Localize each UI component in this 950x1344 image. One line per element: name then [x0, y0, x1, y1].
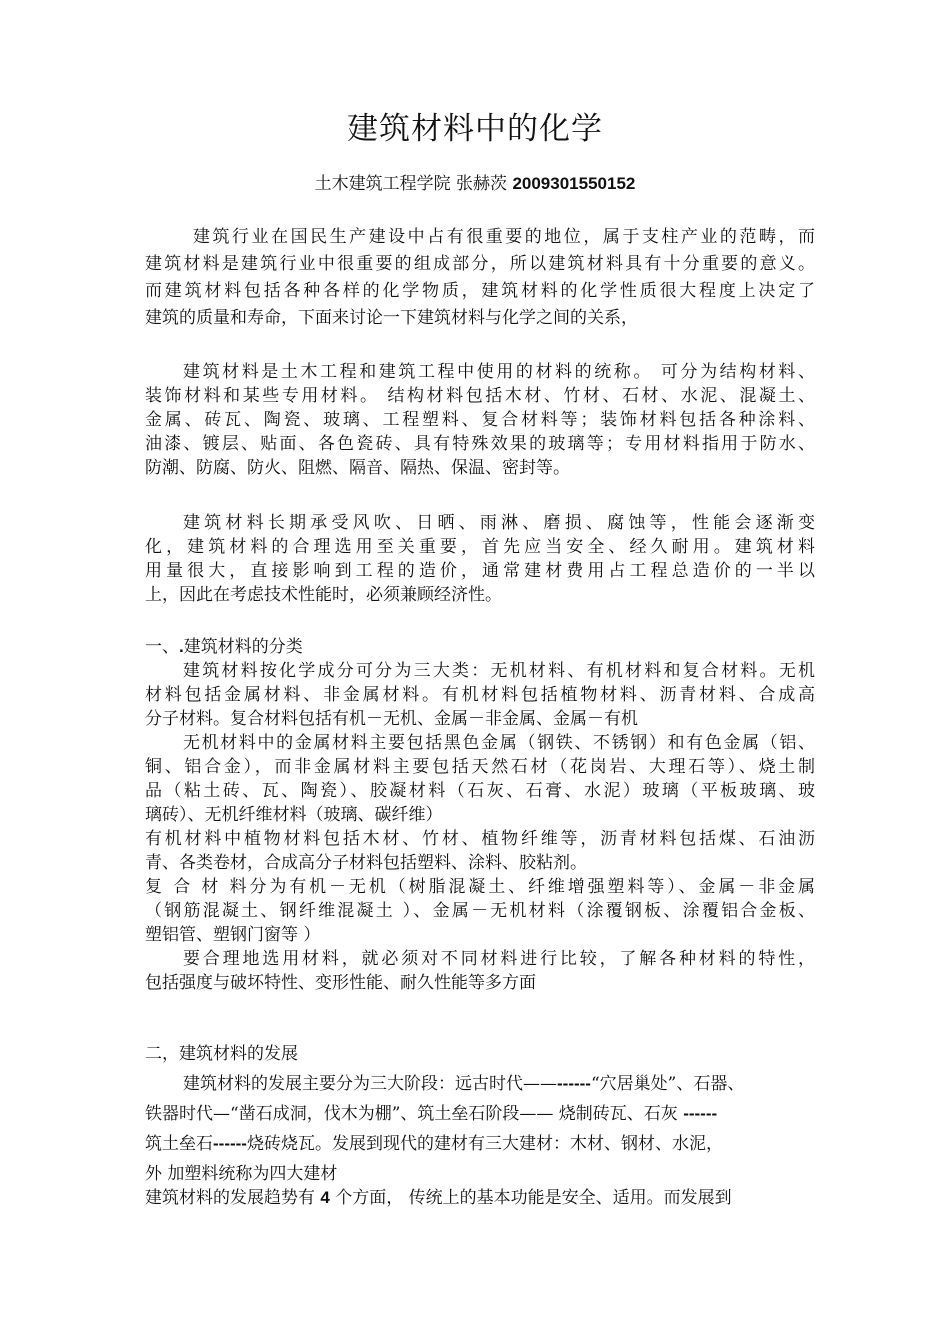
text-line: 上，因此在考虑技术性能时，必须兼顾经济性。 [145, 585, 502, 605]
text-line: 金属、砖瓦、陶瓷、玻璃、工程塑料、复合材料等；装饰材料包括各种涂料、 [145, 410, 815, 430]
dash-run: ------ [683, 1104, 718, 1123]
text-line: 复 合 材 料分为有机－无机（树脂混凝土、纤维增强塑料等）、金属－非金属 [145, 877, 815, 897]
text-run: 铁器时代—“凿石成洞，伐木为棚”、筑土垒石阶段—— 烧制砖瓦、石灰 [145, 1104, 684, 1124]
text-line: （钢筋混凝土、钢纤维混凝土 ）、金属－无机材料（涂覆钢板、涂覆铝合金板、 [145, 901, 815, 921]
text-line: 外 加塑料统称为四大建材 [145, 1164, 338, 1184]
heading-number: 一、 [145, 637, 179, 657]
text-line: 防潮、防腐、防火、阻燃、隔音、隔热、保温、密封等。 [145, 458, 570, 478]
definition-paragraph [145, 360, 815, 480]
text-line: 建筑材料是土木工程和建筑工程中使用的材料的统称。 可分为结构材料、 [183, 362, 815, 382]
text-line [145, 1072, 815, 1096]
text-line: 装饰材料和某些专用材料。 结构材料包括木材、竹材、石材、水泥、混凝土、 [145, 386, 815, 406]
text-line: 材料包括金属材料、非金属材料。有机材料包括植物材料、沥青材料、合成高 [145, 685, 815, 705]
text-line: 璃砖）、无机纤维材料（玻璃、碳纤维） [145, 805, 443, 825]
text-line: 建筑行业在国民生产建设中占有很重要的地位，属于支柱产业的范畴，而 [193, 227, 815, 247]
text-line [145, 1186, 815, 1210]
text-line: 无机材料中的金属材料主要包括黑色金属（钢铁、不锈钢）和有色金属（铝、 [183, 733, 815, 753]
text-line: 青、各类卷材，合成高分子材料包括塑料、涂料、胶粘剂。 [145, 853, 587, 873]
heading-dot: . [179, 637, 184, 656]
text-line: 塑铝管、塑钢门窗等 ） [145, 925, 321, 945]
text-run: 建筑材料的发展趋势有 [145, 1188, 321, 1208]
text-line: 油漆、镀层、贴面、各色瓷砖、具有特殊效果的玻璃等；专用材料指用于防水、 [145, 434, 815, 454]
section-heading [145, 635, 815, 659]
text-line: 化，建筑材料的合理选用至关重要，首先应当安全、经久耐用。建筑材料 [145, 537, 815, 557]
text-run: 烧砖烧瓦。发展到现代的建材有三大建材：木材、钢材、水泥， [246, 1134, 723, 1154]
intro-paragraph [145, 225, 815, 330]
text-run: “穴居巢处”、石器、 [590, 1074, 745, 1094]
text-line: 用量很大，直接影响到工程的造价，通常建材费用占工程总造价的一半以 [145, 561, 815, 581]
text-line: 分子材料。复合材料包括有机－无机、金属－非金属、金属－有机 [145, 709, 638, 729]
number-run: 4 [320, 1188, 330, 1207]
author-name: 土木建筑工程学院 张赫茨 [314, 174, 508, 194]
student-id: 2009301550152 [512, 174, 636, 193]
text-line: 建筑的质量和寿命，下面来讨论一下建筑材料与化学之间的关系， [145, 308, 638, 328]
author-line [0, 169, 950, 194]
text-run: 建筑材料的发展主要分为三大阶段：远古时代—— [183, 1074, 557, 1094]
section-classification [145, 635, 815, 995]
text-line: 铜、铝合金），而非金属材料主要包括天然石材（花岗岩、大理石等）、烧土制 [145, 757, 815, 777]
text-line: 要合理地选用材料，就必须对不同材料进行比较，了解各种材料的特性， [183, 949, 815, 969]
document-title: 建筑材料中的化学 [347, 111, 603, 147]
section-development [145, 1042, 815, 1210]
text-line: 而建筑材料包括各种各样的化学物质，建筑材料的化学性质很大程度上决定了 [145, 281, 815, 301]
text-line [145, 1102, 815, 1126]
text-line: 有机材料中植物材料包括木材、竹材、植物纤维等，沥青材料包括煤、石油沥 [145, 829, 815, 849]
text-run: 个方面， 传统上的基本功能是安全、适用。而发展到 [329, 1188, 732, 1208]
text-line: 品（粘土砖、瓦、陶瓷）、胶凝材料（石灰、石膏、水泥）玻璃（平板玻璃、玻 [145, 781, 815, 801]
text-line: 包括强度与破坏特性、变形性能、耐久性能等多方面 [145, 973, 536, 993]
durability-paragraph [145, 511, 815, 607]
heading-text: 建筑材料的分类 [183, 637, 303, 657]
dash-run: ------ [557, 1074, 591, 1093]
text-line: 建筑材料按化学成分可分为三大类：无机材料、有机材料和复合材料。无机 [183, 661, 815, 681]
dash-run: ------ [213, 1134, 247, 1153]
section-heading: 二，建筑材料的发展 [145, 1044, 298, 1064]
text-run: 筑土垒石 [145, 1134, 213, 1154]
text-line: 建筑材料长期承受风吹、日晒、雨淋、磨损、腐蚀等，性能会逐渐变 [183, 513, 815, 533]
text-line [145, 1132, 815, 1156]
text-line: 建筑材料是建筑行业中很重要的组成部分，所以建筑材料具有十分重要的意义。 [145, 254, 815, 274]
